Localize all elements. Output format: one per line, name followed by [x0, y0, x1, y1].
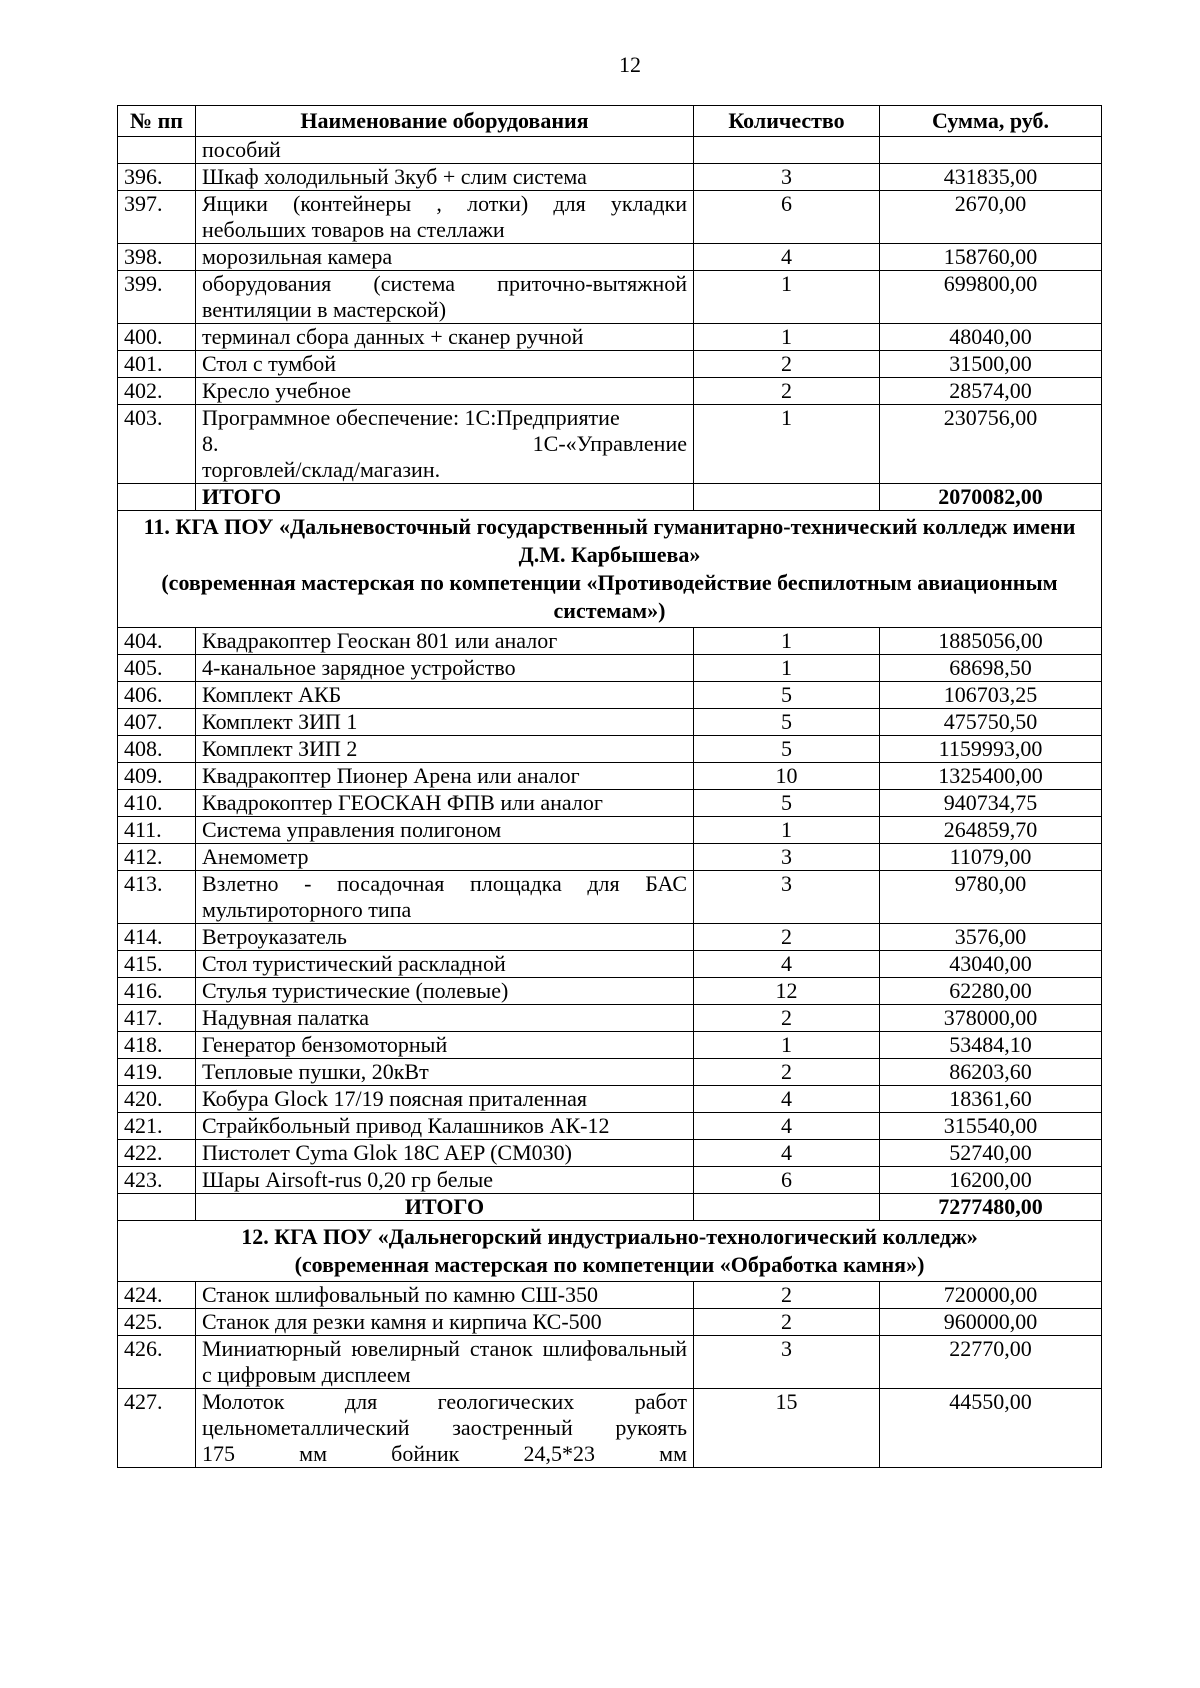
row-num: 408. — [118, 736, 196, 763]
row-sum: 86203,60 — [880, 1059, 1102, 1086]
row-qty: 5 — [694, 736, 880, 763]
row-name: Квадракоптер Геоскан 801 или аналог — [196, 628, 694, 655]
row-num: 410. — [118, 790, 196, 817]
row-name: Надувная палатка — [196, 1005, 694, 1032]
row-name — [196, 1389, 694, 1468]
section-title: 12. КГА ПОУ «Дальнегорский индустриально-технологический колледж» — [241, 1224, 978, 1249]
row-name: Пистолет Cyma Glok 18C AEP (CM030) — [196, 1140, 694, 1167]
table-row — [118, 324, 1102, 351]
row-sum: 158760,00 — [880, 244, 1102, 271]
table-row — [118, 1309, 1102, 1336]
row-num: 423. — [118, 1167, 196, 1194]
row-qty: 1 — [694, 628, 880, 655]
row-sum: 16200,00 — [880, 1167, 1102, 1194]
row-sum: 28574,00 — [880, 378, 1102, 405]
row-qty: 2 — [694, 1309, 880, 1336]
row-num: 421. — [118, 1113, 196, 1140]
row-sum: 22770,00 — [880, 1336, 1102, 1389]
row-sum: 1885056,00 — [880, 628, 1102, 655]
section-title: 11. КГА ПОУ «Дальневосточный государственный гуманитарно-технический колледж имени Д.М. Карбышева» — [143, 514, 1076, 567]
row-qty: 6 — [694, 1167, 880, 1194]
row-name: Страйкбольный привод Калашников АК-12 — [196, 1113, 694, 1140]
row-qty: 2 — [694, 1059, 880, 1086]
row-num: 415. — [118, 951, 196, 978]
table-row — [118, 924, 1102, 951]
row-name: Стол туристический раскладной — [196, 951, 694, 978]
table-row — [118, 164, 1102, 191]
table-row — [118, 628, 1102, 655]
row-sum: 940734,75 — [880, 790, 1102, 817]
row-qty: 2 — [694, 378, 880, 405]
table-row — [118, 736, 1102, 763]
row-num: 418. — [118, 1032, 196, 1059]
row-qty: 3 — [694, 1336, 880, 1389]
row-num: 400. — [118, 324, 196, 351]
row-num: 426. — [118, 1336, 196, 1389]
row-sum: 106703,25 — [880, 682, 1102, 709]
row-num: 412. — [118, 844, 196, 871]
row-num: 397. — [118, 191, 196, 244]
row-sum: 475750,50 — [880, 709, 1102, 736]
row-qty: 10 — [694, 763, 880, 790]
row-sum: 720000,00 — [880, 1282, 1102, 1309]
row-num: 419. — [118, 1059, 196, 1086]
row-sum: 53484,10 — [880, 1032, 1102, 1059]
row-num: 420. — [118, 1086, 196, 1113]
row-name: Миниатюрный ювелирный станок шлифовальный с цифровым дисплеем — [196, 1336, 694, 1389]
table-row — [118, 951, 1102, 978]
row-num: 396. — [118, 164, 196, 191]
total-num — [118, 1194, 196, 1221]
table-row — [118, 271, 1102, 324]
row-name-line — [202, 431, 687, 457]
row-name: Шары Airsoft-rus 0,20 гр белые — [196, 1167, 694, 1194]
row-qty: 4 — [694, 244, 880, 271]
row-name: Комплект ЗИП 2 — [196, 736, 694, 763]
table-header-row — [118, 106, 1102, 137]
row-qty: 6 — [694, 191, 880, 244]
row-sum: 31500,00 — [880, 351, 1102, 378]
row-num: 414. — [118, 924, 196, 951]
row-num: 416. — [118, 978, 196, 1005]
total-sum: 2070082,00 — [880, 484, 1102, 511]
table-row — [118, 1086, 1102, 1113]
table-row — [118, 763, 1102, 790]
total-row — [118, 1194, 1102, 1221]
row-sum: 3576,00 — [880, 924, 1102, 951]
table-row — [118, 1113, 1102, 1140]
row-sum: 960000,00 — [880, 1309, 1102, 1336]
row-name: Стол с тумбой — [196, 351, 694, 378]
row-qty: 3 — [694, 164, 880, 191]
row-name: Кобура Glock 17/19 поясная приталенная — [196, 1086, 694, 1113]
total-label: ИТОГО — [196, 1194, 694, 1221]
table-row — [118, 1032, 1102, 1059]
row-name-line: Молоток для геологических работ — [202, 1389, 687, 1414]
table-row — [118, 978, 1102, 1005]
row-name: 4-канальное зарядное устройство — [196, 655, 694, 682]
table-row — [118, 351, 1102, 378]
section-subtitle: (современная мастерская по компетенции «Противодействие беспилотным авиационным системам») — [161, 570, 1058, 623]
row-num: 402. — [118, 378, 196, 405]
row-qty: 15 — [694, 1389, 880, 1468]
table-row — [118, 1389, 1102, 1468]
table-row — [118, 709, 1102, 736]
table-row — [118, 405, 1102, 484]
row-num: 398. — [118, 244, 196, 271]
row-name: Тепловые пушки, 20кВт — [196, 1059, 694, 1086]
table-row — [118, 844, 1102, 871]
row-qty: 1 — [694, 271, 880, 324]
total-num — [118, 484, 196, 511]
row-qty: 2 — [694, 1005, 880, 1032]
row-num: 409. — [118, 763, 196, 790]
row-sum: 699800,00 — [880, 271, 1102, 324]
row-qty: 5 — [694, 682, 880, 709]
row-qty: 4 — [694, 1086, 880, 1113]
row-num: 401. — [118, 351, 196, 378]
row-num: 405. — [118, 655, 196, 682]
total-qty — [694, 484, 880, 511]
row-name: Станок шлифовальный по камню СШ-350 — [196, 1282, 694, 1309]
row-qty: 12 — [694, 978, 880, 1005]
row-sum: 44550,00 — [880, 1389, 1102, 1468]
row-sum: 48040,00 — [880, 324, 1102, 351]
row-qty: 1 — [694, 405, 880, 484]
header-sum: Сумма, руб. — [880, 106, 1102, 137]
page-number: 12 — [619, 52, 641, 77]
row-qty: 5 — [694, 709, 880, 736]
table-row — [118, 1167, 1102, 1194]
row-name: Квадрокоптер ГЕОСКАН ФПВ или аналог — [196, 790, 694, 817]
total-qty — [694, 1194, 880, 1221]
table-row — [118, 1059, 1102, 1086]
row-name: Взлетно - посадочная площадка для БАС мультироторного типа — [196, 871, 694, 924]
row-sum: 1159993,00 — [880, 736, 1102, 763]
row-sum — [880, 137, 1102, 164]
row-qty: 1 — [694, 655, 880, 682]
row-name: морозильная камера — [196, 244, 694, 271]
table-row — [118, 790, 1102, 817]
total-label: ИТОГО — [196, 484, 694, 511]
row-name: Шкаф холодильный 3куб + слим система — [196, 164, 694, 191]
row-name-line: 175 мм бойник 24,5*23 мм — [202, 1441, 687, 1466]
row-qty: 1 — [694, 324, 880, 351]
row-qty: 2 — [694, 1282, 880, 1309]
row-num: 417. — [118, 1005, 196, 1032]
row-num: 404. — [118, 628, 196, 655]
table-row — [118, 1282, 1102, 1309]
row-num: 427. — [118, 1389, 196, 1468]
section-heading — [118, 511, 1102, 628]
row-sum: 62280,00 — [880, 978, 1102, 1005]
row-num: 399. — [118, 271, 196, 324]
row-qty: 1 — [694, 817, 880, 844]
row-name-line: торговлей/склад/магазин. — [202, 457, 441, 482]
row-qty — [694, 137, 880, 164]
row-sum: 378000,00 — [880, 1005, 1102, 1032]
header-qty: Количество — [694, 106, 880, 137]
row-qty: 4 — [694, 1113, 880, 1140]
row-num: 403. — [118, 405, 196, 484]
row-name: Комплект АКБ — [196, 682, 694, 709]
row-name: Анемометр — [196, 844, 694, 871]
table-row — [118, 378, 1102, 405]
row-num: 424. — [118, 1282, 196, 1309]
row-name: терминал сбора данных + сканер ручной — [196, 324, 694, 351]
header-num: № пп — [118, 106, 196, 137]
row-name: пособий — [196, 137, 694, 164]
row-name: Комплект ЗИП 1 — [196, 709, 694, 736]
row-sum: 18361,60 — [880, 1086, 1102, 1113]
row-num: 422. — [118, 1140, 196, 1167]
section-heading-cell — [118, 1221, 1102, 1282]
row-num: 411. — [118, 817, 196, 844]
row-qty: 3 — [694, 871, 880, 924]
total-row — [118, 484, 1102, 511]
row-qty: 2 — [694, 351, 880, 378]
table-row — [118, 191, 1102, 244]
table-row — [118, 871, 1102, 924]
row-name: Генератор бензомоторный — [196, 1032, 694, 1059]
total-sum: 7277480,00 — [880, 1194, 1102, 1221]
row-name-line: 8. 1С-«Управление — [202, 431, 687, 456]
row-sum: 9780,00 — [880, 871, 1102, 924]
row-sum: 68698,50 — [880, 655, 1102, 682]
table-row — [118, 1005, 1102, 1032]
table-row — [118, 244, 1102, 271]
header-name: Наименование оборудования — [196, 106, 694, 137]
row-sum: 52740,00 — [880, 1140, 1102, 1167]
row-name: Ветроуказатель — [196, 924, 694, 951]
row-qty: 5 — [694, 790, 880, 817]
row-name: Кресло учебное — [196, 378, 694, 405]
table-row — [118, 137, 1102, 164]
row-sum: 431835,00 — [880, 164, 1102, 191]
row-qty: 3 — [694, 844, 880, 871]
row-name — [196, 405, 694, 484]
row-num — [118, 137, 196, 164]
section-subtitle: (современная мастерская по компетенции «Обработка камня») — [294, 1252, 925, 1277]
row-qty: 4 — [694, 951, 880, 978]
row-name: оборудования (система приточно-вытяжной вентиляции в мастерской) — [196, 271, 694, 324]
row-qty: 1 — [694, 1032, 880, 1059]
row-sum: 11079,00 — [880, 844, 1102, 871]
section-heading-cell — [118, 511, 1102, 628]
row-name: Квадракоптер Пионер Арена или аналог — [196, 763, 694, 790]
table-row — [118, 817, 1102, 844]
row-num: 413. — [118, 871, 196, 924]
row-qty: 2 — [694, 924, 880, 951]
table-row — [118, 1140, 1102, 1167]
section-heading — [118, 1221, 1102, 1282]
row-sum: 2670,00 — [880, 191, 1102, 244]
row-sum: 264859,70 — [880, 817, 1102, 844]
row-num: 425. — [118, 1309, 196, 1336]
row-name-line: цельнометаллический заостренный рукоять — [202, 1415, 687, 1440]
equipment-table — [117, 105, 1102, 1468]
row-qty: 4 — [694, 1140, 880, 1167]
table-row — [118, 1336, 1102, 1389]
row-sum: 230756,00 — [880, 405, 1102, 484]
row-sum: 1325400,00 — [880, 763, 1102, 790]
table-row — [118, 655, 1102, 682]
row-name: Ящики (контейнеры , лотки) для укладки небольших товаров на стеллажи — [196, 191, 694, 244]
row-sum: 43040,00 — [880, 951, 1102, 978]
row-name: Станок для резки камня и кирпича КС-500 — [196, 1309, 694, 1336]
row-sum: 315540,00 — [880, 1113, 1102, 1140]
row-num: 406. — [118, 682, 196, 709]
table-row — [118, 682, 1102, 709]
row-num: 407. — [118, 709, 196, 736]
row-name: Система управления полигоном — [196, 817, 694, 844]
row-name-line: Программное обеспечение: 1С:Предприятие — [202, 405, 620, 430]
row-name: Стулья туристические (полевые) — [196, 978, 694, 1005]
